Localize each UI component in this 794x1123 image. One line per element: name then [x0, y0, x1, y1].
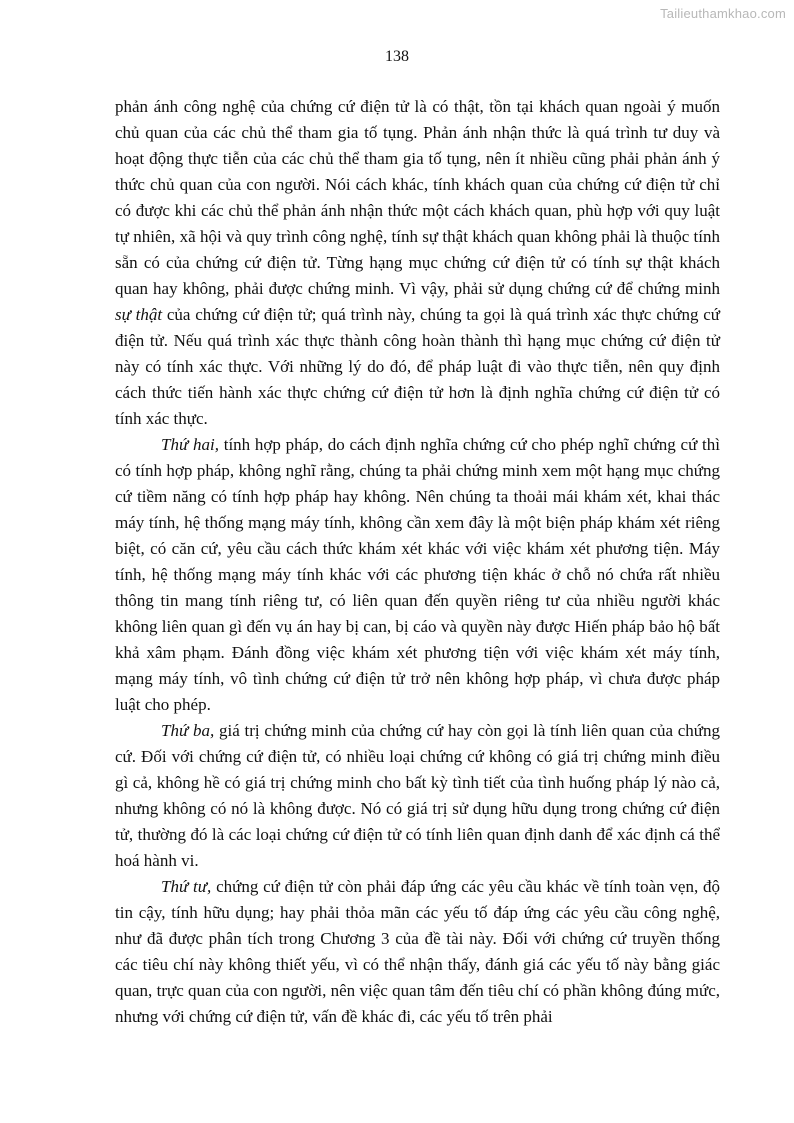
paragraph-4	[115, 874, 720, 1030]
paragraph-4-lead: Thứ tư,	[161, 877, 212, 896]
paragraph-2-lead: Thứ hai,	[161, 435, 219, 454]
page-number: 138	[385, 48, 409, 65]
document-body	[115, 94, 720, 1030]
paragraph-3-lead: Thứ ba,	[161, 721, 215, 740]
paragraph-1	[115, 94, 720, 432]
paragraph-4-text: chứng cứ điện tử còn phải đáp ứng các yêu cầu khác về tính toàn vẹn, độ tin cậy, tính hữu dụng; hay phải thỏa mãn các yếu tố đáp ứng các yêu cầu công nghệ, như đã được phân tích trong Chương 3 của đề tài này. Đối với chứng cứ truyền thống các tiêu chí này không thiết yếu, vì có thể nhận thấy, đánh giá các yếu tố này bằng giác quan, trực quan của con người, nên việc quan tâm đến tiêu chí có phần không đúng mức, nhưng với chứng cứ điện tử, vấn đề khác đi, các yếu tố trên phải	[115, 877, 721, 1026]
watermark: Tailieuthamkhao.com	[660, 6, 786, 21]
paragraph-1-text-end: của chứng cứ điện tử; quá trình này, chúng ta gọi là quá trình xác thực chứng cứ điện tử. Nếu quá trình xác thực thành công hoàn thành thì hạng mục chứng cứ điện tử này có tính xác thực. Với những lý do đó, để pháp luật đi vào thực tiễn, nên quy định cách thức tiến hành xác thực chứng cứ điện tử hơn là định nghĩa chứng cứ điện tử có tính xác thực.	[115, 305, 720, 428]
paragraph-1-text: phản ánh công nghệ của chứng cứ điện tử là có thật, tồn tại khách quan ngoài ý muốn chủ quan của các chủ thể tham gia tố tụng. Phản ánh nhận thức là quá trình tư duy và hoạt động thực tiễn của các chủ thể tham gia tố tụng, nên ít nhiều cũng phải phản ánh ý thức chủ quan của con người. Nói cách khác, tính khách quan của chứng cứ điện tử chỉ có được khi các chủ thể phản ánh nhận thức một cách khách quan, phù hợp với quy luật tự nhiên, xã hội và quy trình công nghệ, tính sự thật khách quan không phải là thuộc tính sẵn có của chứng cứ điện tử. Từng hạng mục chứng cứ điện tử có tính sự thật khách quan hay không, phải được chứng minh. Vì vậy, phải sử dụng chứng cứ để chứng minh	[115, 97, 720, 298]
paragraph-3-text: giá trị chứng minh của chứng cứ hay còn gọi là tính liên quan của chứng cứ. Đối với chứng cứ điện tử, có nhiều loại chứng cứ không có giá trị chứng minh điều gì cả, không hề có giá trị chứng minh cho bất kỳ tình tiết của tình huống pháp lý nào cả, nhưng không có nó là không được. Nó có giá trị sử dụng hữu dụng trong chứng cứ điện tử, thường đó là các loại chứng cứ điện tử có tính liên quan định danh để xác định cá thể hoá hành vi.	[115, 721, 721, 870]
paragraph-3	[115, 718, 720, 874]
paragraph-2-text: tính hợp pháp, do cách định nghĩa chứng cứ cho phép nghĩ chứng cứ thì có tính hợp pháp, không nghĩ rằng, chúng ta phải chứng minh xem một hạng mục chứng cứ tiềm năng có tính hợp pháp hay không. Nên chúng ta thoải mái khám xét, khai thác máy tính, hệ thống mạng máy tính, không cần xem đây là một biện pháp khám xét riêng biệt, có căn cứ, yêu cầu cách thức khám xét khác với việc khám xét phương tiện. Máy tính, hệ thống mạng máy tính khác với các phương tiện khác ở chỗ nó chứa rất nhiều thông tin mang tính riêng tư, có liên quan đến quyền riêng tư của nhiều người khác không liên quan gì đến vụ án hay bị can, bị cáo và quyền này được Hiến pháp bảo hộ bất khả xâm phạm. Đánh đồng việc khám xét phương tiện với việc khám xét máy tính, mạng máy tính, vô tình chứng cứ điện tử trở nên không hợp pháp, vì chưa được pháp luật cho phép.	[115, 435, 720, 714]
paragraph-1-emphasis: sự thật	[115, 305, 163, 324]
paragraph-2	[115, 432, 720, 718]
